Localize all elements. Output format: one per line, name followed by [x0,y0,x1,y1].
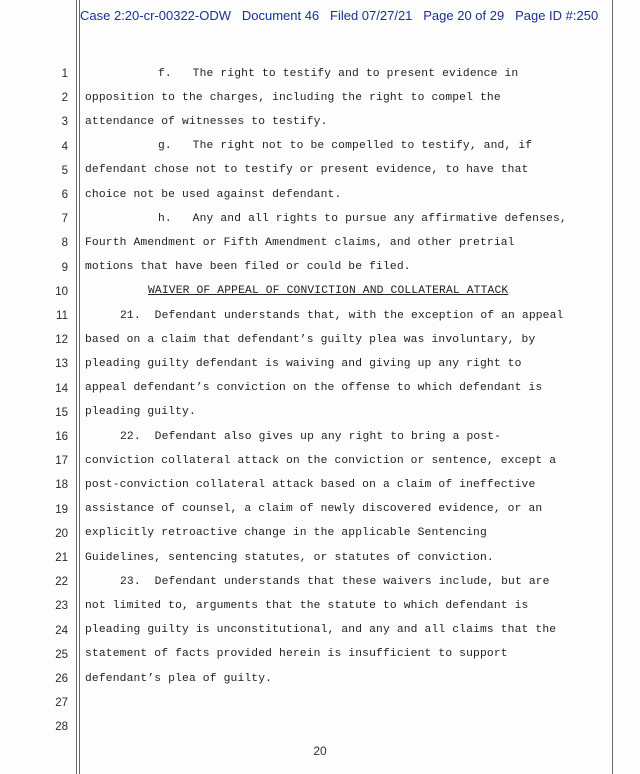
case-header [80,8,598,23]
document-number: Document 46 [241,8,320,23]
line-number: 20 [55,527,68,540]
line-number: 17 [55,455,68,468]
line-number: 1 [61,68,68,80]
line-number: 9 [61,261,68,274]
line-number: 22 [55,576,68,589]
line-number: 4 [61,140,68,153]
text-line: 22. Defendant also gives up any right to bring a post- [120,430,502,443]
text-line: pleading guilty is unconstitutional, and any and all claims that the [85,624,557,637]
case-number: Case 2:20-cr-00322-ODW [80,8,231,23]
filed-date: Filed 07/27/21 [330,8,413,23]
line-number: 28 [55,721,68,734]
right-margin-rule [612,0,613,774]
line-number: 14 [55,382,68,395]
line-number: 7 [61,213,68,226]
line-number: 10 [55,285,68,298]
text-line: post-conviction collateral attack based on a claim of ineffective [85,478,536,491]
line-number: 13 [55,358,68,371]
line-number: 2 [61,92,68,105]
line-number: 12 [55,334,68,347]
text-line: choice not be used against defendant. [85,188,342,201]
line-number: 15 [55,406,68,419]
line-number: 16 [55,431,68,443]
line-number: 26 [55,673,68,685]
text-line: based on a claim that defendant’s guilty plea was involuntary, by [85,333,536,346]
text-line: 23. Defendant understands that these waivers include, but are [120,575,550,588]
text-line: explicitly retroactive change in the applicable Sentencing [85,527,487,540]
line-number: 21 [55,552,68,564]
line-number: 19 [55,503,68,516]
text-line: not limited to, arguments that the statute to which defendant is [85,599,529,612]
text-line: f. The right to testify and to present evidence in [158,67,519,80]
text-line: statement of facts provided herein is insufficient to support [85,648,508,661]
line-number: 25 [55,648,68,661]
line-number: 6 [61,189,68,201]
text-line: motions that have been filed or could be filed. [85,261,411,274]
text-line: defendant chose not to testify or present evidence, to have that [85,164,529,177]
text-line: assistance of counsel, a claim of newly discovered evidence, or an [85,503,543,516]
text-line: defendant’s plea of guilty. [85,672,273,685]
text-line: attendance of witnesses to testify. [85,115,328,128]
text-line: g. The right not to be compelled to testify, and, if [158,140,533,153]
line-number: 3 [61,116,68,129]
line-number: 23 [55,600,68,613]
text-line: h. Any and all rights to pursue any affirmative defenses, [158,212,567,225]
text-line: conviction collateral attack on the conviction or sentence, except a [85,454,557,467]
text-line: pleading guilty defendant is waiving and giving up any right to [85,357,522,370]
text-line: Fourth Amendment or Fifth Amendment claims, and other pretrial [85,236,515,249]
section-heading: WAIVER OF APPEAL OF CONVICTION AND COLLATERAL ATTACK [148,285,509,298]
text-line: appeal defendant’s conviction on the offense to which defendant is [85,382,543,395]
text-line: 21. Defendant understands that, with the exception of an appeal [120,309,564,322]
left-margin-rule-outer [76,0,77,774]
line-number: 18 [55,479,68,492]
page-id: Page ID #:250 [515,8,599,23]
page-number: 20 [313,744,327,758]
text-line: pleading guilty. [85,406,196,419]
line-number: 5 [61,164,68,177]
line-number: 24 [55,624,68,637]
text-line: Guidelines, sentencing statutes, or statutes of conviction. [85,551,494,564]
line-number: 8 [61,237,68,250]
line-number: 11 [56,310,68,322]
line-number: 27 [55,697,68,710]
text-line: opposition to the charges, including the right to compel the [85,91,501,104]
page-count: Page 20 of 29 [423,8,505,23]
left-margin-rule-inner [79,0,80,774]
